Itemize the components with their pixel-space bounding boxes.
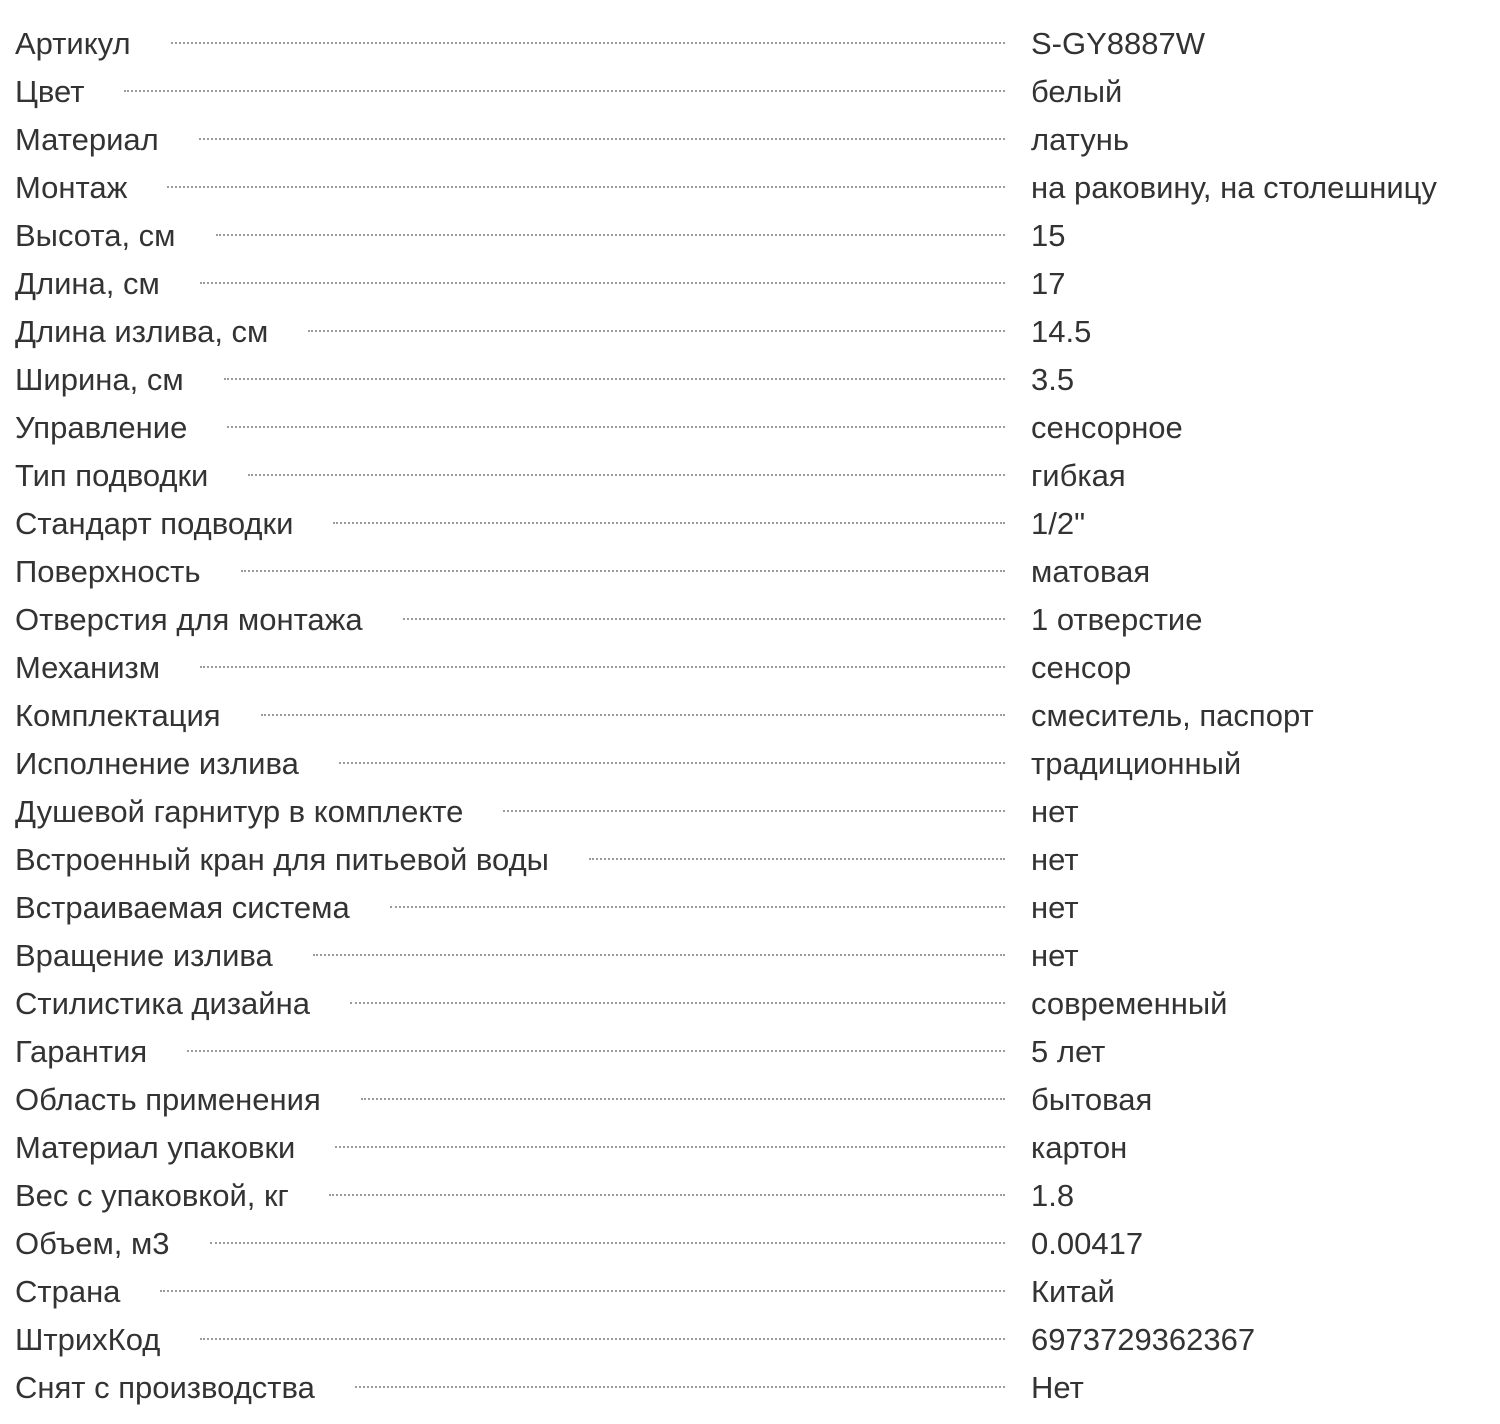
spec-row <box>0 932 1500 980</box>
dotted-leader <box>403 618 1005 620</box>
spec-name-cell <box>15 500 1005 548</box>
spec-name: Стандарт подводки <box>15 506 294 541</box>
spec-name: Длина, см <box>15 266 160 301</box>
spec-value: нет <box>1031 794 1079 829</box>
spec-name: Душевой гарнитур в комплекте <box>15 794 464 829</box>
spec-row <box>0 20 1500 68</box>
spec-row <box>0 1076 1500 1124</box>
spec-name-cell <box>15 980 1005 1028</box>
spec-value: 15 <box>1031 218 1066 253</box>
spec-value: 1 отверстие <box>1031 602 1203 637</box>
dotted-leader <box>224 378 1005 380</box>
dotted-leader <box>124 90 1005 92</box>
spec-name-cell <box>15 692 1005 740</box>
spec-name-cell <box>15 260 1005 308</box>
spec-name-cell <box>15 1364 1005 1412</box>
dotted-leader <box>227 426 1005 428</box>
spec-value: нет <box>1031 938 1079 973</box>
spec-row <box>0 740 1500 788</box>
spec-value: латунь <box>1031 122 1129 157</box>
dotted-leader <box>390 906 1005 908</box>
dotted-leader <box>335 1146 1005 1148</box>
dotted-leader <box>339 762 1005 764</box>
spec-row <box>0 212 1500 260</box>
dotted-leader <box>261 714 1005 716</box>
spec-name: Стилистика дизайна <box>15 986 310 1021</box>
spec-name: Ширина, см <box>15 362 184 397</box>
spec-name-cell <box>15 404 1005 452</box>
spec-value: 0.00417 <box>1031 1226 1144 1261</box>
spec-row <box>0 596 1500 644</box>
spec-row <box>0 1172 1500 1220</box>
dotted-leader <box>187 1050 1005 1052</box>
spec-value: 1.8 <box>1031 1178 1075 1213</box>
spec-row <box>0 1124 1500 1172</box>
spec-name-cell <box>15 836 1005 884</box>
dotted-leader <box>333 522 1005 524</box>
spec-name: Комплектация <box>15 698 221 733</box>
spec-name-cell <box>15 452 1005 500</box>
spec-name: Встраиваемая система <box>15 890 350 925</box>
spec-name-cell <box>15 548 1005 596</box>
spec-row <box>0 308 1500 356</box>
dotted-leader <box>361 1098 1005 1100</box>
spec-name-cell <box>15 644 1005 692</box>
spec-name-cell <box>15 164 1005 212</box>
spec-value: 17 <box>1031 266 1066 301</box>
spec-row <box>0 356 1500 404</box>
spec-name: ШтрихКод <box>15 1322 161 1357</box>
dotted-leader <box>216 234 1006 236</box>
spec-value: 3.5 <box>1031 362 1075 397</box>
spec-row <box>0 68 1500 116</box>
spec-value: смеситель, паспорт <box>1031 698 1314 733</box>
spec-name-cell <box>15 1028 1005 1076</box>
spec-row <box>0 260 1500 308</box>
spec-value: бытовая <box>1031 1082 1153 1117</box>
dotted-leader <box>313 954 1005 956</box>
spec-row <box>0 404 1500 452</box>
spec-value: сенсорное <box>1031 410 1183 445</box>
dotted-leader <box>200 1338 1005 1340</box>
spec-value: Китай <box>1031 1274 1115 1309</box>
dotted-leader <box>308 330 1005 332</box>
spec-row <box>0 1028 1500 1076</box>
spec-name: Материал упаковки <box>15 1130 296 1165</box>
spec-name-cell <box>15 308 1005 356</box>
spec-row <box>0 692 1500 740</box>
spec-row <box>0 164 1500 212</box>
spec-value: 1/2" <box>1031 506 1086 541</box>
spec-name-cell <box>15 740 1005 788</box>
spec-row <box>0 836 1500 884</box>
spec-name-cell <box>15 1268 1005 1316</box>
spec-name-cell <box>15 68 1005 116</box>
spec-row <box>0 1268 1500 1316</box>
spec-name: Отверстия для монтажа <box>15 602 363 637</box>
spec-value: современный <box>1031 986 1228 1021</box>
spec-row <box>0 1364 1500 1412</box>
spec-row <box>0 452 1500 500</box>
spec-name-cell <box>15 1076 1005 1124</box>
dotted-leader <box>329 1194 1005 1196</box>
spec-name-cell <box>15 1316 1005 1364</box>
spec-name: Гарантия <box>15 1034 148 1069</box>
spec-name: Цвет <box>15 74 85 109</box>
dotted-leader <box>199 138 1005 140</box>
spec-name-cell <box>15 788 1005 836</box>
spec-row <box>0 116 1500 164</box>
spec-name: Монтаж <box>15 170 128 205</box>
spec-name-cell <box>15 356 1005 404</box>
dotted-leader <box>589 858 1005 860</box>
spec-name-cell <box>15 932 1005 980</box>
spec-name: Исполнение излива <box>15 746 299 781</box>
spec-value: на раковину, на столешницу <box>1031 170 1437 205</box>
spec-name: Страна <box>15 1274 121 1309</box>
spec-name: Встроенный кран для питьевой воды <box>15 842 549 877</box>
spec-value: Нет <box>1031 1370 1084 1405</box>
spec-name-cell <box>15 212 1005 260</box>
spec-name: Снят с производства <box>15 1370 315 1405</box>
dotted-leader <box>167 186 1005 188</box>
dotted-leader <box>350 1002 1005 1004</box>
spec-row <box>0 1220 1500 1268</box>
spec-value: белый <box>1031 74 1123 109</box>
spec-name: Тип подводки <box>15 458 209 493</box>
spec-name-cell <box>15 596 1005 644</box>
spec-value: нет <box>1031 890 1079 925</box>
dotted-leader <box>248 474 1005 476</box>
spec-value: традиционный <box>1031 746 1242 781</box>
spec-value: сенсор <box>1031 650 1132 685</box>
spec-name-cell <box>15 884 1005 932</box>
spec-row <box>0 500 1500 548</box>
dotted-leader <box>200 282 1005 284</box>
spec-value: S-GY8887W <box>1031 26 1206 61</box>
spec-value: гибкая <box>1031 458 1126 493</box>
spec-name: Длина излива, см <box>15 314 269 349</box>
spec-name: Объем, м3 <box>15 1226 170 1261</box>
spec-row <box>0 980 1500 1028</box>
spec-value: матовая <box>1031 554 1151 589</box>
spec-row <box>0 548 1500 596</box>
dotted-leader <box>355 1386 1005 1388</box>
dotted-leader <box>160 1290 1005 1292</box>
spec-name: Вращение излива <box>15 938 273 973</box>
spec-row <box>0 788 1500 836</box>
spec-name-cell <box>15 1124 1005 1172</box>
spec-name-cell <box>15 1220 1005 1268</box>
spec-value: нет <box>1031 842 1079 877</box>
spec-name-cell <box>15 116 1005 164</box>
spec-value: 6973729362367 <box>1031 1322 1256 1357</box>
spec-name: Управление <box>15 410 188 445</box>
dotted-leader <box>210 1242 1005 1244</box>
spec-name: Материал <box>15 122 159 157</box>
dotted-leader <box>503 810 1005 812</box>
spec-name: Высота, см <box>15 218 176 253</box>
dotted-leader <box>241 570 1006 572</box>
spec-row <box>0 1316 1500 1364</box>
dotted-leader <box>200 666 1005 668</box>
spec-value: картон <box>1031 1130 1128 1165</box>
spec-value: 14.5 <box>1031 314 1092 349</box>
spec-row <box>0 884 1500 932</box>
spec-name: Вес с упаковкой, кг <box>15 1178 289 1213</box>
spec-name: Механизм <box>15 650 161 685</box>
spec-name-cell <box>15 1172 1005 1220</box>
spec-row <box>0 644 1500 692</box>
spec-name: Поверхность <box>15 554 201 589</box>
dotted-leader <box>171 42 1005 44</box>
spec-name: Область применения <box>15 1082 321 1117</box>
spec-name: Артикул <box>15 26 131 61</box>
spec-name-cell <box>15 20 1005 68</box>
spec-value: 5 лет <box>1031 1034 1106 1069</box>
